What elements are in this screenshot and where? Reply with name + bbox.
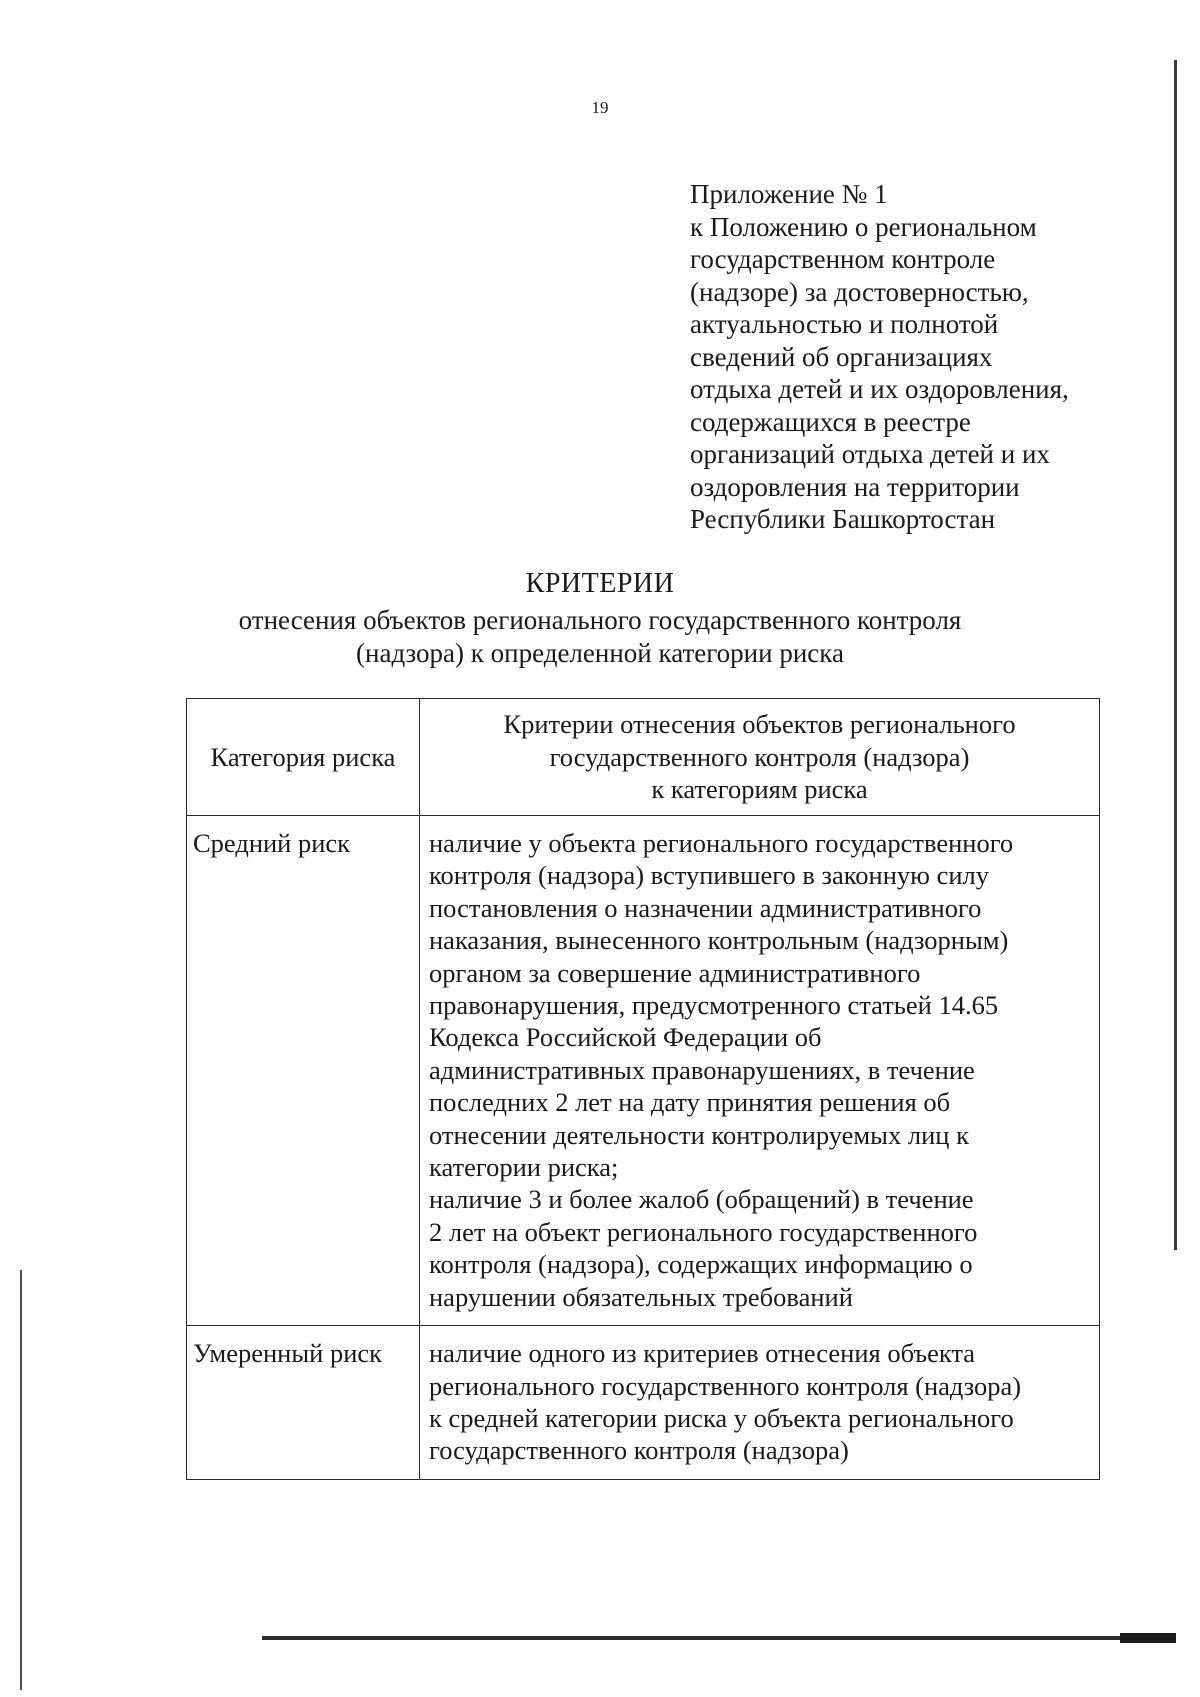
criteria-line: категории риска;: [429, 1152, 619, 1183]
appendix-line: к Положению о региональном: [690, 211, 1037, 242]
criteria-line: отнесении деятельности контролируемых лиц к: [429, 1119, 969, 1150]
header-criteria: [420, 699, 1100, 816]
appendix-line: оздоровления на территории: [690, 471, 1020, 502]
document-title: КРИТЕРИИ: [525, 568, 675, 599]
category-cell: Умеренный риск: [187, 1326, 420, 1480]
criteria-line: последних 2 лет на дату принятия решения об: [429, 1087, 951, 1118]
appendix-line: актуальностью и полнотой: [690, 309, 999, 339]
appendix-line: отдыха детей и их оздоровления,: [690, 374, 1069, 404]
subtitle-line: отнесения объектов регионального государственного контроля: [238, 605, 962, 635]
criteria-line: к средней категории риска у объекта регионального: [429, 1402, 1014, 1433]
criteria-line: наличие у объекта регионального государственного: [429, 828, 1014, 858]
criteria-line: административных правонарушениях, в течение: [429, 1054, 975, 1085]
category-cell: Средний риск: [187, 816, 420, 1326]
header-criteria-line: государственного контроля (надзора): [549, 741, 970, 772]
scan-edge-right: [1174, 60, 1177, 1250]
criteria-line: нарушении обязательных требований: [429, 1281, 853, 1312]
risk-criteria-table: [186, 698, 1100, 1480]
criteria-line: контроля (надзора), содержащих информацию о: [429, 1249, 973, 1280]
criteria-cell: [420, 816, 1100, 1326]
criteria-line: регионального государственного контроля (надзора): [429, 1370, 1022, 1401]
criteria-line: 2 лет на объект регионального государственного: [429, 1216, 978, 1247]
criteria-line: наличие 3 и более жалоб (обращений) в течение: [429, 1184, 974, 1215]
criteria-line: государственного контроля (надзора): [429, 1435, 849, 1466]
criteria-line: правонарушения, предусмотренного статьей 14.65: [429, 990, 999, 1021]
appendix-line: сведений об организациях: [690, 341, 993, 372]
criteria-line: постановления о назначении административного: [429, 892, 982, 923]
criteria-line: контроля (надзора) вступившего в законную силу: [429, 860, 989, 891]
appendix-line: государственном контроле: [690, 244, 996, 274]
scan-edge-left: [20, 1270, 22, 1690]
criteria-line: органом за совершение административного: [429, 957, 921, 988]
scan-edge-bottom: [262, 1636, 1174, 1640]
criteria-line: наличие одного из критериев отнесения объекта: [429, 1338, 976, 1369]
header-category: Категория риска: [187, 699, 420, 816]
header-criteria-line: Критерии отнесения объектов регионального: [503, 709, 1016, 740]
document-subtitle: [0, 604, 1200, 670]
appendix-line: организаций отдыха детей и их: [690, 439, 1050, 469]
table-row: [187, 816, 1100, 1326]
page-number: 19: [591, 98, 609, 117]
table-row: [187, 1326, 1100, 1480]
criteria-line: Кодекса Российской Федерации об: [429, 1022, 822, 1053]
scan-edge-bottom-corner: [1120, 1633, 1176, 1643]
appendix-line: содержащихся в реестре: [690, 406, 971, 437]
criteria-cell: [420, 1326, 1100, 1480]
appendix-header: [690, 178, 1130, 536]
appendix-line: Республики Башкортостан: [690, 504, 996, 534]
criteria-line: наказания, вынесенного контрольным (надзорным): [429, 925, 1009, 956]
appendix-line: Приложение № 1: [690, 179, 888, 209]
subtitle-line: (надзора) к определенной категории риска: [356, 638, 844, 668]
header-criteria-line: к категориям риска: [651, 774, 868, 805]
appendix-line: (надзоре) за достоверностью,: [690, 276, 1029, 307]
table-header-row: [187, 699, 1100, 816]
